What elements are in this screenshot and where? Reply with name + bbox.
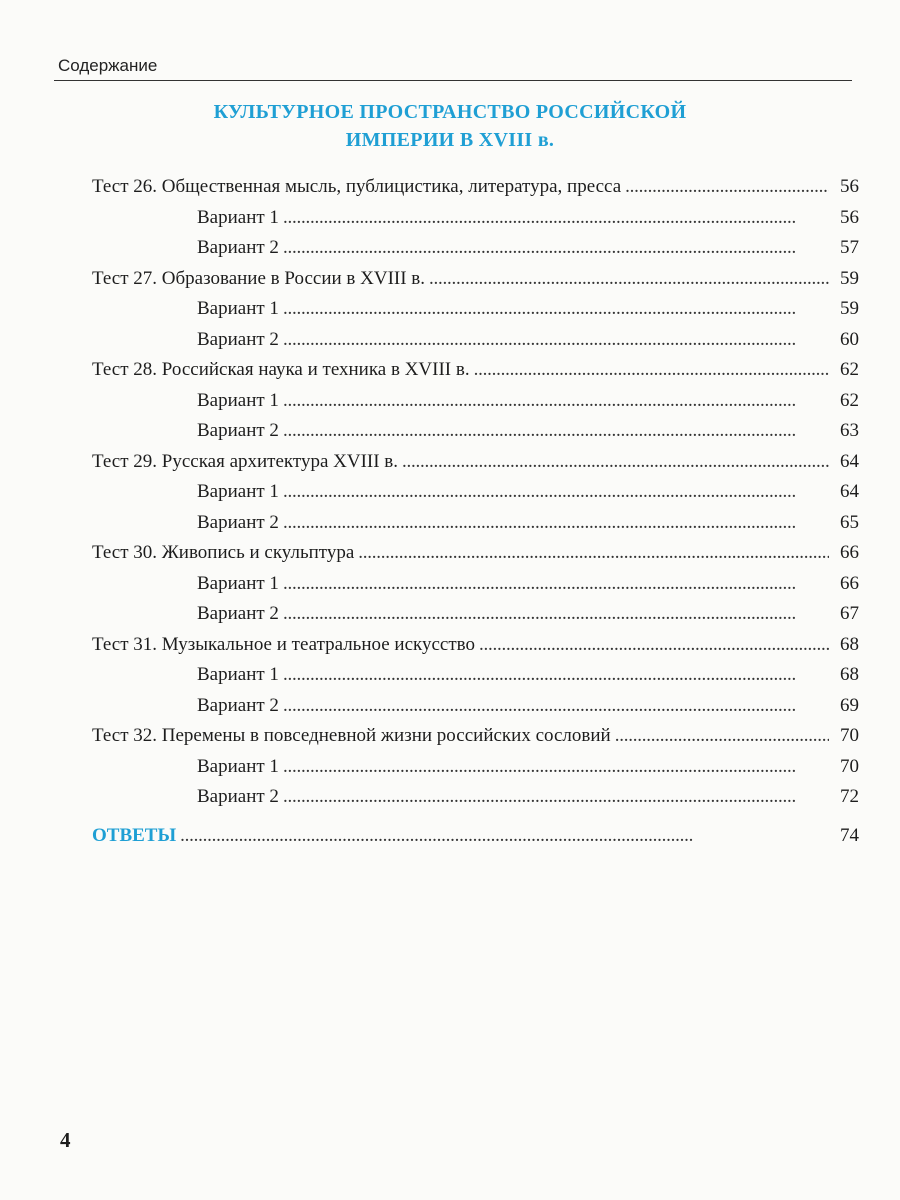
toc-entry-label: Вариант 1 bbox=[197, 755, 279, 777]
toc-entry-test-31[interactable] bbox=[92, 634, 859, 665]
toc-entry-label: Вариант 2 bbox=[197, 603, 279, 624]
toc-entry-variant[interactable] bbox=[92, 756, 859, 787]
leader-dots bbox=[474, 359, 829, 381]
toc-entry-label: ОТВЕТЫ bbox=[92, 824, 177, 846]
toc-entry-variant[interactable] bbox=[92, 481, 859, 512]
toc-entry-page: 68 bbox=[840, 664, 859, 685]
leader-dots bbox=[283, 573, 829, 595]
toc-entry-page: 62 bbox=[840, 359, 859, 380]
table-of-contents bbox=[92, 176, 859, 855]
toc-entry-variant[interactable] bbox=[92, 664, 859, 695]
section-title-line-2: ИМПЕРИИ В XVIII в. bbox=[345, 129, 555, 151]
toc-entry-page: 72 bbox=[840, 786, 859, 807]
toc-entry-test-28[interactable] bbox=[92, 359, 859, 390]
toc-entry-label: Тест 32. Перемены в повседневной жизни российских сословий bbox=[92, 725, 611, 746]
toc-entry-label: Тест 31. Музыкальное и театральное искусство bbox=[92, 633, 476, 655]
leader-dots bbox=[283, 756, 829, 778]
leader-dots bbox=[283, 420, 829, 442]
toc-entry-variant[interactable] bbox=[92, 603, 859, 634]
toc-entry-variant[interactable] bbox=[92, 329, 859, 360]
toc-entry-page: 74 bbox=[840, 824, 859, 846]
running-header: Содержание bbox=[58, 56, 158, 75]
toc-entry-variant[interactable] bbox=[92, 298, 859, 329]
toc-entry-page: 67 bbox=[840, 603, 859, 624]
toc-entry-variant[interactable] bbox=[92, 695, 859, 726]
page-number: 4 bbox=[60, 1128, 71, 1152]
toc-entry-label: Тест 27. Образование в России в XVIII в. bbox=[92, 267, 426, 289]
toc-entry-variant[interactable] bbox=[92, 390, 859, 421]
toc-entry-test-26[interactable] bbox=[92, 176, 859, 207]
toc-entry-page: 66 bbox=[840, 572, 859, 594]
toc-entry-page: 63 bbox=[840, 420, 859, 441]
leader-dots bbox=[625, 176, 829, 198]
toc-entry-page: 62 bbox=[840, 389, 859, 411]
toc-entry-label: Вариант 1 bbox=[197, 664, 279, 685]
leader-dots bbox=[358, 542, 829, 564]
leader-dots bbox=[283, 786, 829, 808]
leader-dots bbox=[615, 725, 829, 747]
leader-dots bbox=[180, 825, 829, 847]
toc-entry-label: Вариант 2 bbox=[197, 420, 279, 441]
section-title bbox=[0, 98, 900, 154]
toc-entry-page: 59 bbox=[840, 267, 859, 289]
toc-entry-variant[interactable] bbox=[92, 237, 859, 268]
leader-dots bbox=[283, 664, 829, 686]
section-title-line-1: КУЛЬТУРНОЕ ПРОСТРАНСТВО РОССИЙСКОЙ bbox=[213, 101, 687, 123]
toc-entry-label: Тест 29. Русская архитектура XVIII в. bbox=[92, 450, 399, 472]
toc-entry-page: 70 bbox=[840, 755, 859, 777]
leader-dots bbox=[283, 695, 829, 717]
toc-entry-label: Вариант 1 bbox=[197, 206, 279, 228]
toc-entry-variant[interactable] bbox=[92, 573, 859, 604]
toc-entry-page: 56 bbox=[840, 206, 859, 228]
toc-entry-test-32[interactable] bbox=[92, 725, 859, 756]
toc-entry-label: Вариант 2 bbox=[197, 237, 279, 258]
toc-entry-variant[interactable] bbox=[92, 512, 859, 543]
toc-entry-page: 64 bbox=[840, 450, 859, 472]
toc-entry-test-29[interactable] bbox=[92, 451, 859, 482]
toc-entry-label: Тест 30. Живопись и скульптура bbox=[92, 542, 355, 563]
toc-entry-label: Вариант 1 bbox=[197, 298, 279, 319]
toc-entry-page: 56 bbox=[840, 176, 859, 197]
leader-dots bbox=[283, 481, 829, 503]
toc-entry-variant[interactable] bbox=[92, 420, 859, 451]
leader-dots bbox=[283, 512, 829, 534]
toc-entry-label: Вариант 1 bbox=[197, 572, 279, 594]
toc-entry-variant[interactable] bbox=[92, 786, 859, 817]
leader-dots bbox=[479, 634, 829, 656]
toc-entry-page: 66 bbox=[840, 542, 859, 563]
leader-dots bbox=[402, 451, 829, 473]
toc-entry-label: Вариант 1 bbox=[197, 389, 279, 411]
header-rule bbox=[54, 80, 852, 81]
toc-entry-label: Вариант 2 bbox=[197, 786, 279, 807]
toc-entry-label: Вариант 2 bbox=[197, 694, 279, 716]
leader-dots bbox=[283, 207, 829, 229]
toc-entry-label: Вариант 2 bbox=[197, 328, 279, 350]
toc-entry-answers[interactable] bbox=[92, 825, 859, 856]
leader-dots bbox=[283, 298, 829, 320]
leader-dots bbox=[283, 237, 829, 259]
toc-entry-test-27[interactable] bbox=[92, 268, 859, 299]
toc-entry-variant[interactable] bbox=[92, 207, 859, 238]
toc-entry-page: 65 bbox=[840, 511, 859, 533]
toc-entry-page: 60 bbox=[840, 328, 859, 350]
toc-entry-label: Тест 26. Общественная мысль, публицистика, литература, пресса bbox=[92, 176, 622, 197]
toc-entry-label: Вариант 1 bbox=[197, 481, 279, 502]
toc-entry-label: Вариант 2 bbox=[197, 511, 279, 533]
leader-dots bbox=[283, 390, 829, 412]
toc-entry-page: 68 bbox=[840, 633, 859, 655]
toc-entry-label: Тест 28. Российская наука и техника в XVIII в. bbox=[92, 359, 470, 380]
toc-entry-page: 64 bbox=[840, 481, 859, 502]
leader-dots bbox=[283, 603, 829, 625]
leader-dots bbox=[429, 268, 829, 290]
toc-entry-test-30[interactable] bbox=[92, 542, 859, 573]
toc-entry-page: 57 bbox=[840, 237, 859, 258]
toc-entry-page: 70 bbox=[840, 725, 859, 746]
leader-dots bbox=[283, 329, 829, 351]
toc-entry-page: 59 bbox=[840, 298, 859, 319]
toc-entry-page: 69 bbox=[840, 694, 859, 716]
